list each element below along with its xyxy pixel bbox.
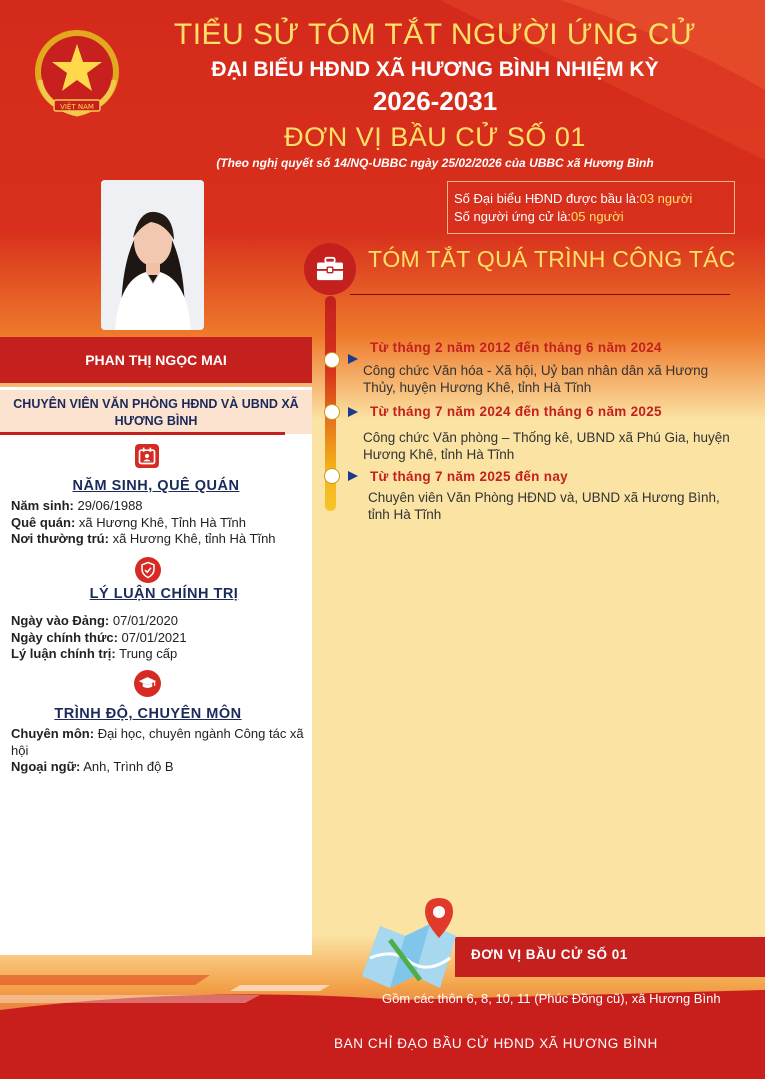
unit-title: ĐƠN VỊ BẦU CỬ SỐ 01	[471, 947, 628, 962]
hometown-value: xã Hương Khê, Tỉnh Hà Tĩnh	[78, 514, 246, 530]
party-join-row	[11, 613, 311, 630]
major-label: Chuyên môn:	[11, 726, 95, 741]
party-official-value: 07/01/2021	[121, 629, 187, 645]
politics-info	[11, 613, 311, 663]
seat-count-box	[447, 181, 735, 234]
divider	[0, 432, 285, 435]
career-period-3: Từ tháng 7 năm 2025 đến nay	[370, 469, 568, 484]
timeline-arrow-icon	[348, 354, 358, 364]
svg-text:VIỆT NAM: VIỆT NAM	[60, 103, 94, 111]
party-official-row	[11, 630, 311, 647]
unit-description: Gồm các thôn 6, 8, 10, 11 (Phúc Đồng cũ), xã Hương Bình	[382, 991, 721, 1006]
map-pin-icon	[422, 896, 456, 940]
major-row	[11, 726, 311, 759]
calendar-user-icon	[135, 444, 159, 468]
candidates-count	[454, 208, 728, 226]
timeline-arrow-icon	[348, 407, 358, 417]
hometown-row	[11, 515, 311, 532]
steering-committee-label: BAN CHỈ ĐẠO BẦU CỬ HĐND XÃ HƯƠNG BÌNH	[334, 1036, 658, 1051]
residence-row	[11, 531, 311, 548]
page-title-unit: ĐƠN VỊ BẦU CỬ SỐ 01	[284, 122, 586, 152]
residence-value: xã Hương Khê, tỉnh Hà Tĩnh	[112, 531, 276, 546]
hometown-label: Quê quán:	[11, 514, 76, 530]
residence-label: Nơi thường trú:	[11, 531, 109, 546]
education-info	[11, 726, 311, 776]
birth-info	[11, 498, 311, 548]
delegates-count-label: Số Đại biểu HĐND được bầu là:	[454, 191, 640, 206]
page-title-term: 2026-2031	[372, 86, 498, 116]
career-period-1: Từ tháng 2 năm 2012 đến tháng 6 năm 2024	[370, 340, 662, 355]
timeline-dot	[324, 352, 340, 368]
career-desc-3: Chuyên viên Văn Phòng HĐND và, UBND xã Hương Bình, tỉnh Hà Tĩnh	[368, 490, 720, 522]
candidates-count-label: Số người ứng cử là:	[454, 209, 572, 224]
language-value: Anh, Trình độ B	[83, 759, 174, 774]
timeline-dot	[324, 468, 340, 484]
graduation-cap-icon	[134, 670, 161, 697]
delegates-count-value: 03 người	[639, 191, 693, 206]
political-theory-row	[11, 646, 311, 663]
education-section-title: TRÌNH ĐỘ, CHUYÊN MÔN	[54, 706, 242, 722]
party-join-value: 07/01/2020	[112, 613, 178, 628]
political-theory-label: Lý luận chính trị:	[11, 646, 116, 661]
politics-section-title: LÝ LUẬN CHÍNH TRỊ	[89, 586, 239, 602]
party-official-label: Ngày chính thức:	[11, 629, 118, 645]
language-row	[11, 759, 311, 776]
timeline-dot	[324, 404, 340, 420]
dob-value: 29/06/1988	[77, 498, 143, 513]
career-section-title: TÓM TẮT QUÁ TRÌNH CÔNG TÁC	[368, 246, 736, 272]
major-value: Đại học, chuyên ngành Công tác xã hội	[11, 726, 304, 758]
career-desc-1: Công chức Văn hóa - Xã hội, Uỷ ban nhân dân xã Hương Thủy, huyện Hương Khê, tỉnh Hà Tĩnh	[363, 363, 709, 395]
resolution-subtitle: (Theo nghị quyết số 14/NQ-UBBC ngày 25/02/2026 của UBBC xã Hương Bình	[216, 156, 654, 170]
birth-section-title: NĂM SINH, QUÊ QUÁN	[72, 478, 240, 494]
page-title-council: ĐẠI BIỂU HĐND XÃ HƯƠNG BÌNH NHIỆM KỲ	[211, 58, 659, 81]
candidate-position: CHUYÊN VIÊN VĂN PHÒNG HĐND VÀ UBND XÃ HƯƠNG BÌNH	[0, 390, 312, 434]
career-desc-2: Công chức Văn phòng – Thống kê, UBND xã Phú Gia, huyện Hương Khê, tỉnh Hà Tĩnh	[363, 430, 730, 462]
career-title-underline	[350, 294, 730, 295]
page-title-main: TIỂU SỬ TÓM TẮT NGƯỜI ỨNG CỬ	[173, 18, 697, 51]
language-label: Ngoại ngữ:	[11, 759, 81, 774]
party-join-label: Ngày vào Đảng:	[11, 613, 110, 628]
candidate-name: PHAN THỊ NGỌC MAI	[0, 337, 312, 383]
personal-info-panel	[0, 387, 312, 955]
briefcase-icon	[304, 243, 356, 295]
national-emblem-icon	[32, 28, 122, 120]
delegates-count	[454, 190, 728, 208]
dob-row	[11, 498, 311, 515]
dob-label: Năm sinh:	[11, 498, 74, 513]
shield-check-icon	[135, 557, 161, 583]
political-theory-value: Trung cấp	[119, 646, 178, 661]
candidates-count-value: 05 người	[571, 209, 624, 224]
timeline-arrow-icon	[348, 471, 358, 481]
candidate-photo	[101, 180, 204, 330]
career-period-2: Từ tháng 7 năm 2024 đến tháng 6 năm 2025	[370, 404, 662, 419]
